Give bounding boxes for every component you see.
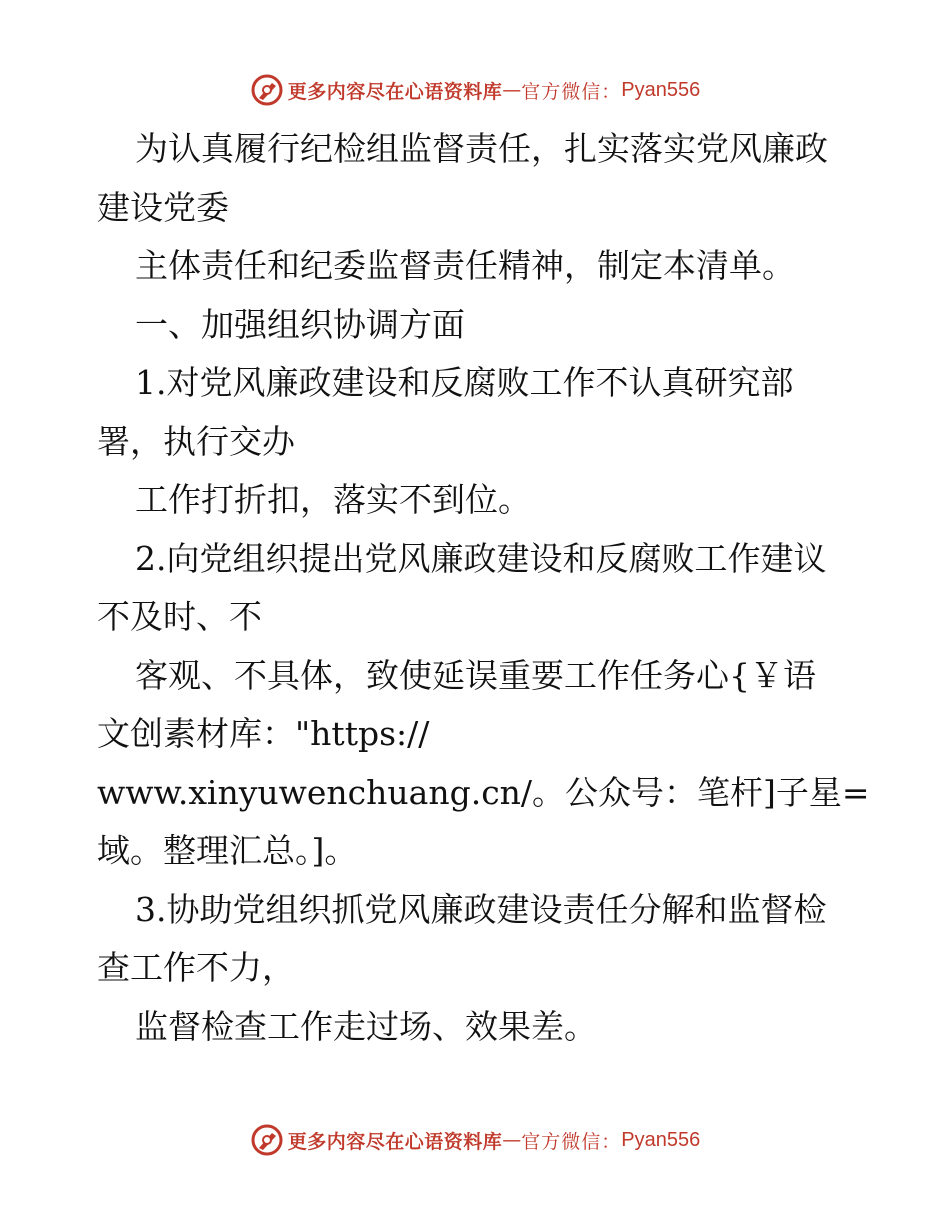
banner-main-text: 更多内容尽在心语资料库	[287, 1130, 503, 1153]
banner-dash: —	[502, 79, 522, 101]
text-line: 不及时、不	[97, 597, 262, 636]
text-line: 文创素材库："https://	[97, 714, 430, 753]
text-line: 建设党委	[97, 187, 229, 227]
text-line: 3.协助党组织抓党风廉政建设责任分解和监督检	[135, 889, 827, 929]
text-line: 为认真履行纪检组监督责任，扎实落实党风廉政	[135, 129, 828, 168]
text-line: 域。整理汇总。]。	[97, 831, 358, 870]
text-line: www.xinyuwenchuang.cn/。公众号：笔杆]子星=	[97, 772, 870, 812]
text-line: 1.对党风廉政建设和反腐败工作不认真研究部	[135, 363, 794, 402]
text-line: 主体责任和纪委监督责任精神，制定本清单。	[135, 246, 795, 285]
text-line: 监督检查工作走过场、效果差。	[135, 1006, 597, 1046]
footer-banner	[0, 1120, 950, 1160]
document-body	[97, 120, 870, 1056]
text-line: 署，执行交办	[97, 421, 295, 461]
text-line: 查工作不力，	[97, 948, 295, 987]
banner-label: 官方微信：	[521, 80, 622, 103]
pen-logo-icon	[250, 1123, 284, 1157]
banner-wechat-id: Pyan556	[621, 78, 701, 101]
banner-wechat-id: Pyan556	[621, 1128, 701, 1151]
text-line: 2.向党组织提出党风廉政建设和反腐败工作建议	[135, 538, 827, 578]
header-banner	[0, 70, 950, 110]
text-line: 工作打折扣，落实不到位。	[135, 480, 531, 519]
pen-logo-icon	[250, 73, 284, 107]
text-line: 客观、不具体，致使延误重要工作任务心{￥语	[135, 655, 816, 695]
banner-dash: —	[502, 1129, 522, 1151]
banner-label: 官方微信：	[521, 1130, 622, 1153]
banner-main-text: 更多内容尽在心语资料库	[287, 80, 503, 103]
section-heading: 一、加强组织协调方面	[135, 304, 465, 344]
